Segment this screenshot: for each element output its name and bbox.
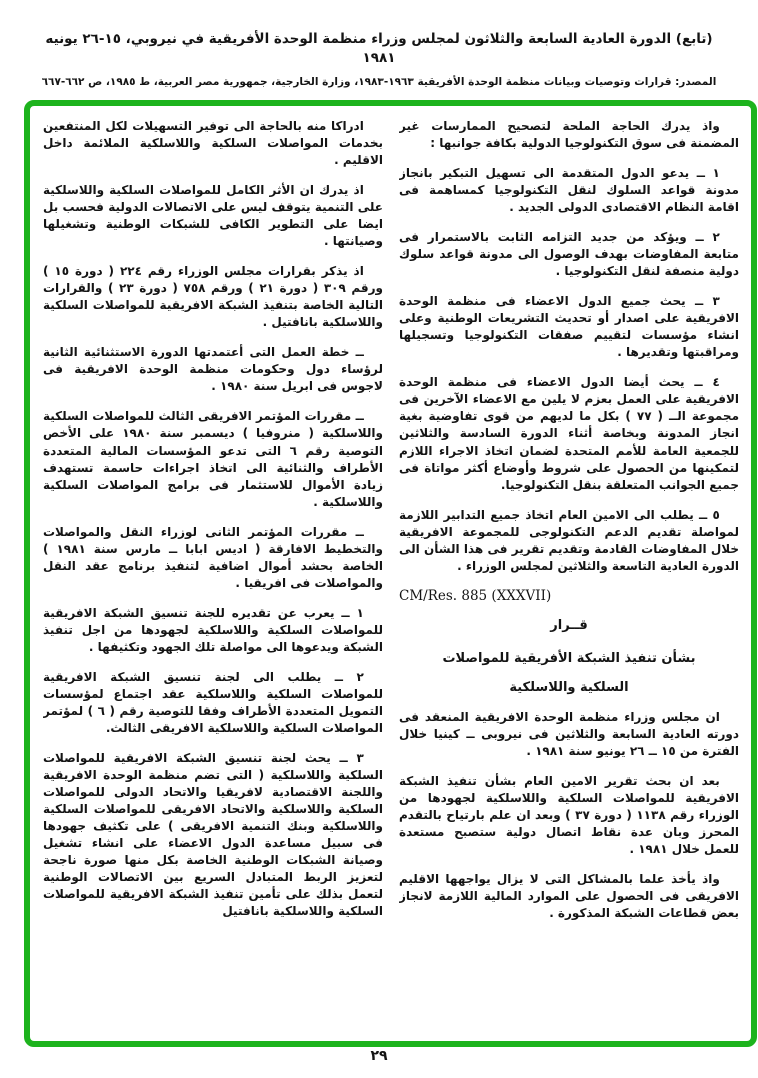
paragraph-right-7: ان مجلس وزراء منظمة الوحدة الافريقية المنعقد فى دورته العادية السابعة والثلاثين فى نيروبى ــ كينيا خلال الفترة من ١٥ ــ ٢٦ يونيو سنة ١٩٨١ . xyxy=(399,709,739,758)
paragraph-left-7: ١ ــ يعرب عن تقديره للجنة تنسيق الشبكة الافريقية للمواصلات السلكية واللاسلكية لجهودها من اجل تنفيذ الشبكة ويدعوها الى مواصلة تلك الجهود وتكثيفها . xyxy=(43,605,383,654)
page-number: ٢٩ xyxy=(370,1048,388,1064)
paragraph-left-6: ــ مقررات المؤتمر الثانى لوزراء النقل والمواصلات والتخطيط الافارقة ( اديس ابابا ــ مارس سنة ١٩٨١ ) الخاصة بحشد أموال اضافية لتنفيذ برنامج عقد النقل والمواصلات فى افريقيا . xyxy=(43,524,383,590)
paragraph-right-4: ٣ ــ يحث جميع الدول الاعضاء فى منظمة الوحدة الافريقية على اصدار أو تحديث التشريعات الوطنية وعلى انشاء مؤسسات لتقييم صفقات التكنولوجيا وتسجيلها ومراقبتها وتقديرها . xyxy=(399,294,739,360)
resolution-subtitle-line1: بشأن تنفيذ الشبكة الأفريقية للمواصلات xyxy=(442,650,696,666)
header-source: المصدر: قرارات وتوصيات وبيانات منظمة الوحدة الأفريقية ١٩٦٣-١٩٨٣، وزارة الخارجية، جمهورية مصر العربية، ط ١٩٨٥، ص ٦٦٢-٦٦٧ xyxy=(41,75,717,88)
paragraph-right-1: واذ يدرك الحاجة الملحة لتصحيح الممارسات غير المضمنة فى سوق التكنولوجيا الدولية بكافة جوانبها : xyxy=(399,119,739,151)
paragraph-right-3: ٢ ــ ويؤكد من جديد التزامه الثابت بالاستمرار فى متابعة المفاوضات بهدف الوصول الى مدونة قواعد سلوك دولية منصفة لنقل التكنولوجيا . xyxy=(399,230,739,279)
paragraph-left-8: ٢ ــ يطلب الى لجنة تنسيق الشبكة الافريقية للمواصلات السلكية واللاسلكية عقد اجتماع لمؤسسات التمويل المتعددة الأطراف وفقا للتوصية رقم ( ٦ ) لمؤتمر المواصلات السلكية واللاسلكية الافريقى الثالث. xyxy=(43,669,383,735)
paragraph-left-9: ٣ ــ يحث لجنة تنسيق الشبكة الافريقية للمواصلات السلكية واللاسلكية ( التى تضم منظمة الوحدة الافريقية واللجنة الاقتصادية لافريقيا والاتحاد الدولى للمواصلات السلكية واللاسلكية والاتحاد الافريقى للمواصلات السلكية واللاسلكية وبنك التنمية الافريقى ) على تكثيف جهودها فى سبيل مساعدة الدول الاعضاء على انشاء تشغيل وصيانة الشبكات الوطنية الخاصة بكل منها صورة ناجحة لتعزيز الربط المتبادل السريع بين الاتصالات الوطنية لتعمل بذلك على تأمين تنفيذ الشبكة الافريقية للمواصلات السلكية واللاسلكية بانافتيل xyxy=(43,750,383,919)
column-right xyxy=(399,118,739,1031)
paragraph-right-9: واذ يأخذ علما بالمشاكل التى لا يزال يواجهها الاقليم الافريقى فى الحصول على الموارد المالية اللازمة لانجاز بعض قطاعات الشبكة المذكورة . xyxy=(399,871,739,921)
paragraph-left-4: ــ خطة العمل التى أعتمدتها الدورة الاستثنائية الثانية لرؤساء دول وحكومات منظمة الوحدة الافريقية فى لاجوس فى ابريل سنة ١٩٨٠ . xyxy=(43,345,383,394)
header-title: (تابع) الدورة العادية السابعة والثلاثون لمجلس وزراء منظمة الوحدة الأفريقية في نيروبي، ١٥-٢٦ يونيه ١٩٨١ xyxy=(45,31,713,66)
paragraph-right-5: ٤ ــ يحث أيضا الدول الاعضاء فى منظمة الوحدة الافريقية على العمل بعزم لا يلين مع الاعضاء الآخرين فى مجموعة الــ ( ٧٧ ) بكل ما لديهم من قوى تفاوضية بغية انجاز المدونة وبخاصة أثناء الدورة السادسة والثلاثين للجمعية العامة للأمم المتحدة لضمان اتخاذ الاجراء اللازم لتمكينها من الحصول على شروط وأوضاع أكثر مواتاة فى جميع الجوانب المتعلقة بنقل التكنولوجيا. xyxy=(399,375,739,492)
resolution-subtitle-line2: السلكية واللاسلكية xyxy=(509,679,629,695)
resolution-id: CM/Res. 885 (XXXVII) xyxy=(399,587,552,604)
paragraph-right-2: ١ ــ يدعو الدول المتقدمة الى تسهيل التبكير بانجاز مدونة قواعد السلوك لنقل التكنولوجيا كمساهمة فى اقامة النظام الاقتصادى الدولى الجديد . xyxy=(399,166,739,215)
paragraph-right-8: بعد ان بحث تقرير الامين العام بشأن تنفيذ الشبكة الافريقية للمواصلات السلكية واللاسلكية لجهودها من الوزراء رقم ١١٣٨ ( دورة ٣٧ ) وبعد ان علم بارتياح بالتقدم المحرز وبان عدة نقاط اتصال دولية ستصبح مستعدة للعمل خلال ١٩٨١ . xyxy=(399,773,739,856)
document-border-frame xyxy=(24,100,757,1047)
paragraph-left-5: ــ مقررات المؤتمر الافريقى الثالث للمواصلات السلكية واللاسلكية ( منروفيا ) ديسمبر سنة ١٩٨٠ على الأخص التوصية رقم ٦ التى تدعو المؤسسات المالية المتعددة الأطراف والثنائية الى اتخاذ اجراءات حاسمة تستهدف زيادة الأموال للاستثمار فى برامج المواصلات السلكية واللاسلكية . xyxy=(43,409,383,509)
resolution-heading: قــرار xyxy=(550,617,588,633)
paragraph-left-2: اذ يدرك ان الأثر الكامل للمواصلات السلكية واللاسلكية على التنمية يتوقف ليس على الاتصالات الدولية فحسب بل ايضا على التطوير الكافى للشبكات الوطنية وتشغيلها وصيانتها . xyxy=(43,183,383,249)
column-left xyxy=(43,118,383,1031)
paragraph-left-1: ادراكا منه بالحاجة الى توفير التسهيلات لكل المنتفعين بخدمات المواصلات السلكية واللاسلكية الملائمة داخل الاقليم . xyxy=(43,119,383,168)
paragraph-left-3: اذ يذكر بقرارات مجلس الوزراء رقم ٢٢٤ ( دورة ١٥ ) ورقم ٣٠٩ ( دورة ٢١ ) ورقم ٧٥٨ ( دورة ٢٣ ) والقرارات التالية الخاصة بتنفيذ الشبكة الافريقية للمواصلات السلكية واللاسلكية بانافتيل . xyxy=(43,264,383,330)
paragraph-right-6: ٥ ــ يطلب الى الامين العام اتخاذ جميع التدابير اللازمة لمواصلة تقديم الدعم التكنولوجى للمجموعة الافريقية خلال المفاوضات القادمة وتقديم تقرير فى هذا الشأن الى الدورة العادية التاسعة والثلاثين لمجلس الوزراء . xyxy=(399,507,739,573)
page-header xyxy=(0,30,758,89)
